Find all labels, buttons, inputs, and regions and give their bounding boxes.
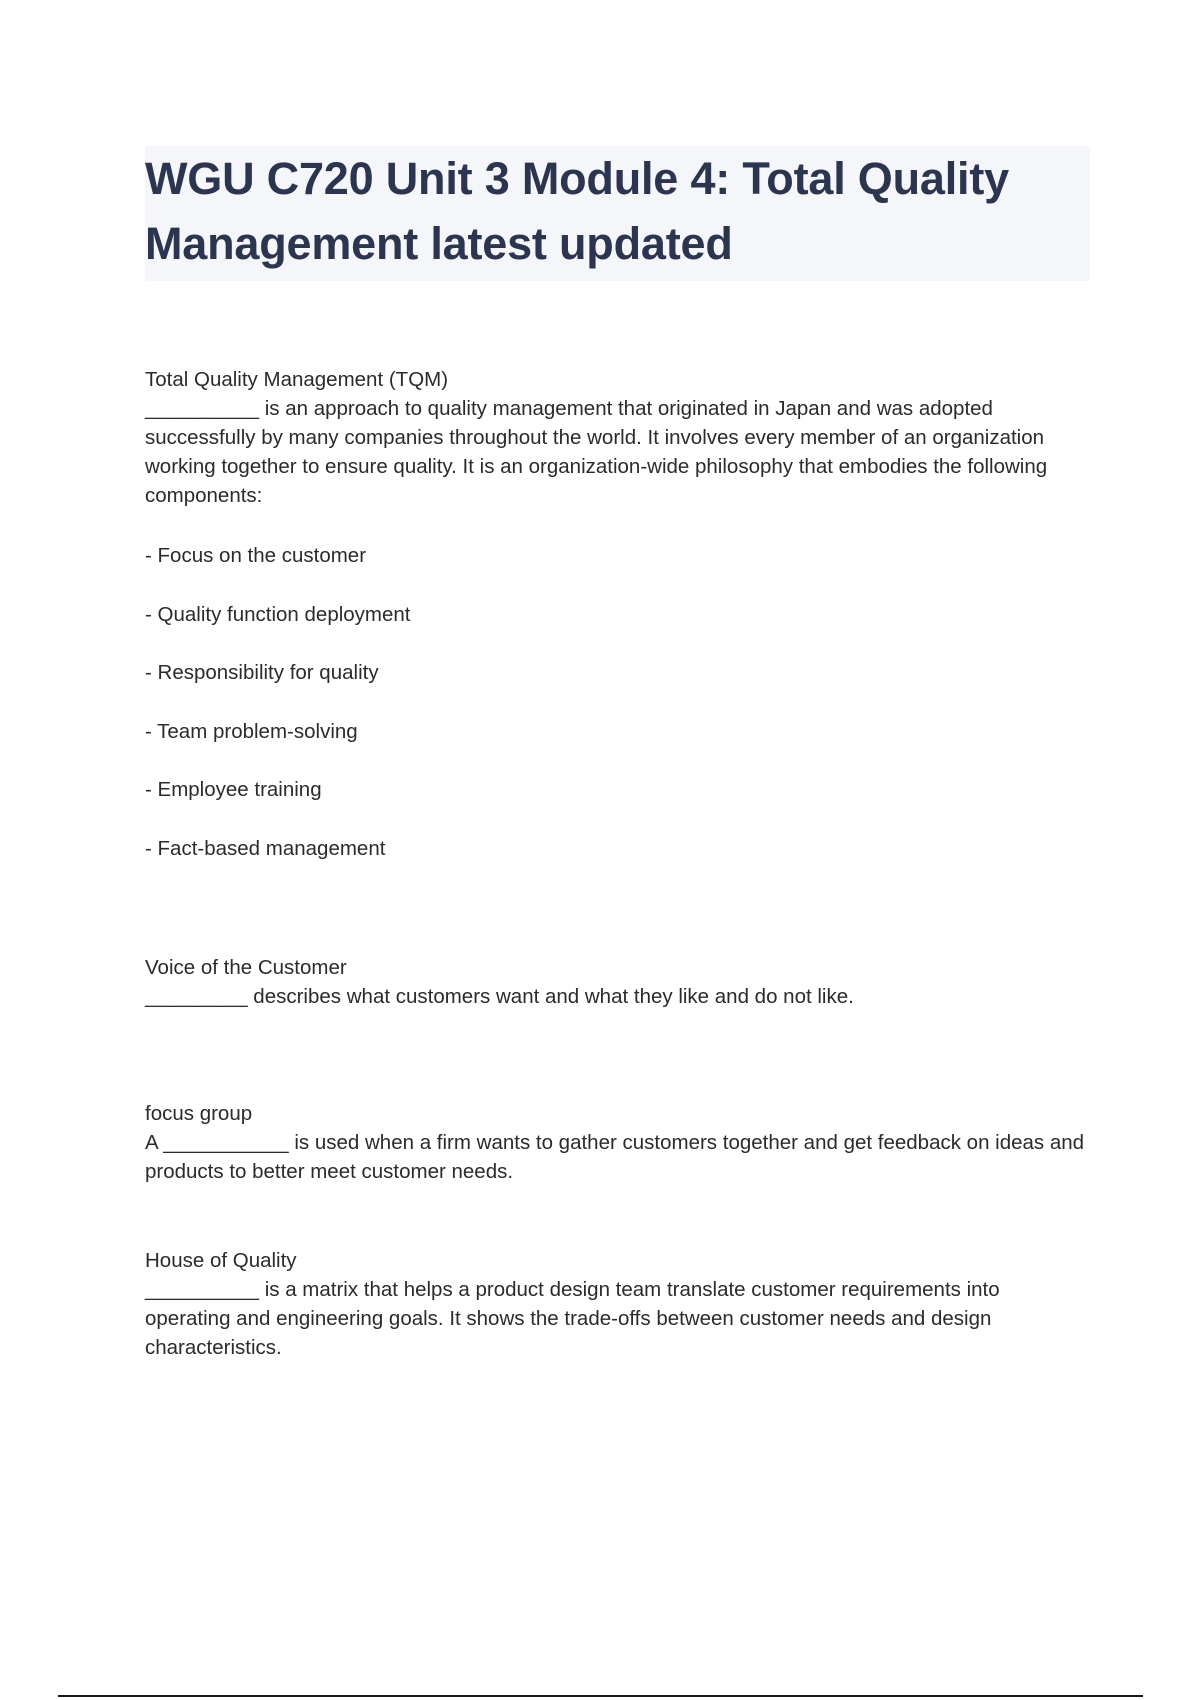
list-item: - Responsibility for quality [145, 661, 379, 684]
card-focus-group [145, 1099, 1090, 1186]
list-item: - Focus on the customer [145, 544, 367, 567]
card-term: House of Quality [145, 1249, 297, 1272]
card-definition: A ___________ is used when a firm wants to gather customers together and get feedback on ideas and products to better meet customer needs. [145, 1131, 1085, 1183]
card-definition: _________ describes what customers want and what they like and do not like. [145, 985, 854, 1008]
card-term: Voice of the Customer [145, 956, 347, 979]
card-definition: __________ is an approach to quality management that originated in Japan and was adopted successfully by many companies throughout the world. It involves every member of an organization working together to ensure quality. It is an organization-wide philosophy that embodies the following components: [145, 397, 1048, 507]
card-house-of-quality [145, 1246, 1090, 1362]
list-item: - Fact-based management [145, 837, 386, 860]
footer-divider [58, 1695, 1143, 1697]
card-voice-of-customer [145, 953, 1090, 1011]
document-title: WGU C720 Unit 3 Module 4: Total Quality Management latest updated [145, 153, 1009, 269]
card-term: focus group [145, 1102, 253, 1125]
list-item: - Employee training [145, 778, 322, 801]
card-definition: __________ is a matrix that helps a product design team translate customer requirements into operating and engineering goals. It shows the trade-offs between customer needs and design characteristics. [145, 1278, 1000, 1359]
list-item: - Quality function deployment [145, 603, 411, 626]
document-title-box [145, 146, 1090, 281]
list-item: - Team problem-solving [145, 720, 358, 743]
card-tqm [145, 365, 1090, 510]
card-term: Total Quality Management (TQM) [145, 368, 449, 391]
